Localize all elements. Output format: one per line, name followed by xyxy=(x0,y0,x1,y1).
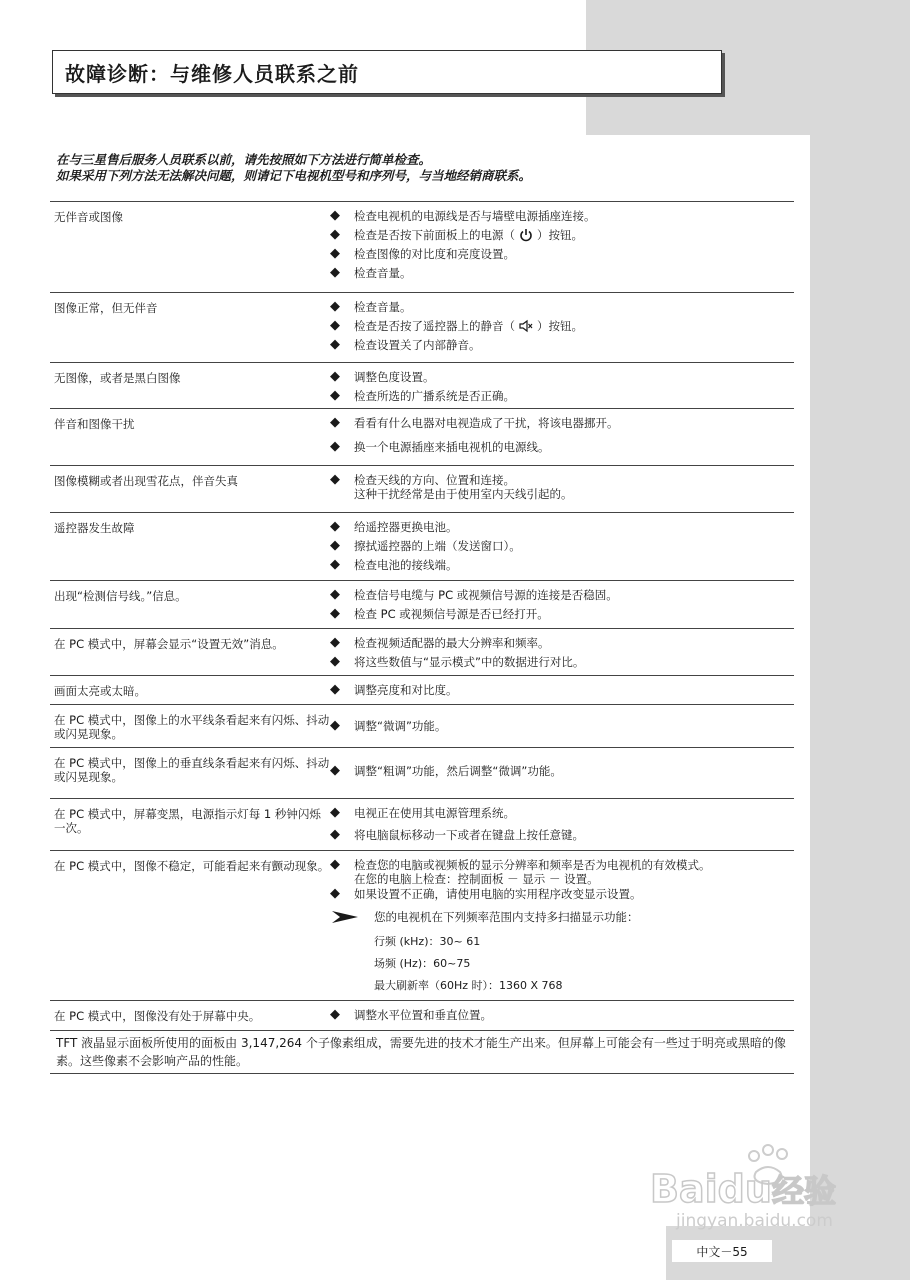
solution-cell: ◆ 调整“粗调”功能，然后调整“微调”功能。 xyxy=(330,763,562,778)
intro-text xyxy=(56,152,531,184)
diamond-bullet-icon: ◆ xyxy=(330,763,340,778)
diamond-bullet-icon: ◆ xyxy=(330,369,340,384)
gray-right-band xyxy=(810,0,910,1280)
diamond-bullet-icon: ◆ xyxy=(330,635,340,650)
problem-cell: 在 PC 模式中，屏幕会显示“设置无效”消息。 xyxy=(54,637,284,651)
diamond-bullet-icon: ◆ xyxy=(330,337,340,352)
diamond-bullet-icon: ◆ xyxy=(330,388,340,403)
table-row xyxy=(50,748,794,799)
svg-text:jingyan.baidu.com: jingyan.baidu.com xyxy=(676,1211,833,1230)
solution-cell: ◆ 调整水平位置和垂直位置。 xyxy=(330,1007,492,1022)
problem-cell: 在 PC 模式中，图像没有处于屏幕中央。 xyxy=(54,1009,261,1023)
spec-line: 行频 (kHz)：30~ 61 xyxy=(374,935,481,948)
table-row xyxy=(50,1001,794,1031)
page-number: 中文－55 xyxy=(672,1240,772,1262)
problem-cell: 伴音和图像干扰 xyxy=(54,417,135,431)
solution-cell: ◆ 检查电视机的电源线是否与墙壁电源插座连接。 ◆ 检查是否按下前面板上的电源（ ）按钮。 ◆ 检查图像的对比度和亮度设置。 ◆ 检查音量。 xyxy=(330,208,596,280)
diamond-bullet-icon: ◆ xyxy=(330,805,340,820)
spec-line: 场频 (Hz)：60~75 xyxy=(374,957,471,970)
intro-line: 在与三星售后服务人员联系以前，请先按照如下方法进行简单检查。 xyxy=(56,152,432,167)
problem-cell: 画面太亮或太暗。 xyxy=(54,684,146,698)
solution-cell: ◆ 看看有什么电器对电视造成了干扰，将该电器挪开。 ◆ 换一个电源插座来插电视机的电源线。 xyxy=(330,415,619,454)
solution-cell: ◆ 给遥控器更换电池。 ◆ 擦拭遥控器的上端（发送窗口）。 ◆ 检查电池的接线端。 xyxy=(330,519,521,572)
table-row xyxy=(50,202,794,293)
diamond-bullet-icon: ◆ xyxy=(330,557,340,572)
diamond-bullet-icon: ◆ xyxy=(330,519,340,534)
diamond-bullet-icon: ◆ xyxy=(330,827,340,842)
solution-cell: ◆ 检查天线的方向、位置和连接。 这种干扰经常是由于使用室内天线引起的。 xyxy=(330,472,573,501)
diamond-bullet-icon: ◆ xyxy=(330,415,340,430)
diamond-bullet-icon: ◆ xyxy=(330,538,340,553)
diamond-bullet-icon: ◆ xyxy=(330,246,340,261)
diamond-bullet-icon: ◆ xyxy=(330,227,340,242)
solution-cell: ◆ 检查信号电缆与 PC 或视频信号源的连接是否稳固。 ◆ 检查 PC 或视频信号源是否已经打开。 xyxy=(330,587,618,621)
solution-cell: ◆ 调整色度设置。 ◆ 检查所选的广播系统是否正确。 xyxy=(330,369,515,403)
table-row xyxy=(50,629,794,676)
info-note: 您的电视机在下列频率范围内支持多扫描显示功能： xyxy=(330,909,794,925)
table-row xyxy=(50,466,794,513)
table-row xyxy=(50,409,794,466)
problem-cell: 无伴音或图像 xyxy=(54,210,123,224)
diamond-bullet-icon: ◆ xyxy=(330,265,340,280)
svg-text:经验: 经验 xyxy=(772,1172,837,1210)
troubleshooting-table xyxy=(50,201,794,1031)
diamond-bullet-icon: ◆ xyxy=(330,587,340,602)
divider xyxy=(50,1073,794,1074)
diamond-bullet-icon: ◆ xyxy=(330,1007,340,1022)
diamond-bullet-icon: ◆ xyxy=(330,439,340,454)
table-row xyxy=(50,676,794,705)
diamond-bullet-icon: ◆ xyxy=(330,654,340,669)
diamond-bullet-icon: ◆ xyxy=(330,299,340,314)
problem-cell: 在 PC 模式中，图像上的水平线条看起来有闪烁、抖动或闪晃现象。 xyxy=(54,713,330,741)
mute-icon xyxy=(519,319,533,333)
problem-cell: 图像模糊或者出现雪花点，伴音失真 xyxy=(54,474,238,488)
table-row xyxy=(50,705,794,748)
svg-text:Baidu: Baidu xyxy=(650,1167,772,1211)
diamond-bullet-icon: ◆ xyxy=(330,318,340,333)
intro-line: 如果采用下列方法无法解决问题，则请记下电视机型号和序列号，与当地经销商联系。 xyxy=(56,168,532,183)
diamond-bullet-icon: ◆ xyxy=(330,606,340,621)
tft-note: TFT 液晶显示面板所使用的面板由 3,147,264 个子像素组成，需要先进的技术才能生产出来。但屏幕上可能会有一些过于明亮或黑暗的像素。这些像素不会影响产品的性能。 xyxy=(56,1036,786,1068)
table-row xyxy=(50,363,794,409)
problem-cell: 在 PC 模式中，图像上的垂直线条看起来有闪烁、抖动或闪晃现象。 xyxy=(54,756,330,784)
diamond-bullet-icon: ◆ xyxy=(330,857,340,872)
problem-cell: 无图像，或者是黑白图像 xyxy=(54,371,181,385)
diamond-bullet-icon: ◆ xyxy=(330,718,340,733)
table-row xyxy=(50,799,794,851)
solution-cell: ◆ 电视正在使用其电源管理系统。 ◆ 将电脑鼠标移动一下或者在键盘上按任意键。 xyxy=(330,805,584,842)
solution-cell: ◆ 调整“微调”功能。 xyxy=(330,718,447,733)
table-row xyxy=(50,851,794,1001)
problem-cell: 出现“检测信号线。”信息。 xyxy=(54,589,187,603)
solution-cell: ◆ 检查音量。 ◆ 检查是否按了遥控器上的静音（ ）按钮。 ◆ 检查设置关了内部静音。 xyxy=(330,299,583,352)
problem-cell: 遥控器发生故障 xyxy=(54,521,135,535)
problem-cell: 图像正常，但无伴音 xyxy=(54,301,158,315)
problem-cell: 在 PC 模式中，图像不稳定，可能看起来有颤动现象。 xyxy=(54,859,330,873)
table-row xyxy=(50,513,794,581)
diamond-bullet-icon: ◆ xyxy=(330,472,340,487)
page-title: 故障诊断：与维修人员联系之前 xyxy=(52,50,722,94)
problem-cell: 在 PC 模式中，屏幕变黑，电源指示灯每 1 秒钟闪烁一次。 xyxy=(54,807,321,835)
arrow-pointer-icon xyxy=(330,910,374,924)
solution-cell: ◆ 调整亮度和对比度。 xyxy=(330,682,458,697)
diamond-bullet-icon: ◆ xyxy=(330,886,340,901)
table-row xyxy=(50,293,794,363)
solution-cell: ◆ 检查您的电脑或视频板的显示分辨率和频率是否为电视机的有效模式。 在您的电脑上检查：控制面板 － 显示 － 设置。 ◆ 如果设置不正确，请使用电脑的实用程序改变显示设置。 您的电视机在下列频率范围内支持多扫描显示功能： 行频 (kHz)：30~ 61 场频 (Hz)：60~75 最大刷新率（60Hz 时）：1360 X 768 xyxy=(330,851,794,1000)
spec-line: 最大刷新率（60Hz 时）：1360 X 768 xyxy=(374,979,563,992)
diamond-bullet-icon: ◆ xyxy=(330,208,340,223)
table-row xyxy=(50,581,794,629)
solution-cell: ◆ 检查视频适配器的最大分辨率和频率。 ◆ 将这些数值与“显示模式”中的数据进行对比。 xyxy=(330,635,585,669)
diamond-bullet-icon: ◆ xyxy=(330,682,340,697)
baidu-watermark xyxy=(646,1138,866,1230)
power-icon xyxy=(519,228,533,242)
